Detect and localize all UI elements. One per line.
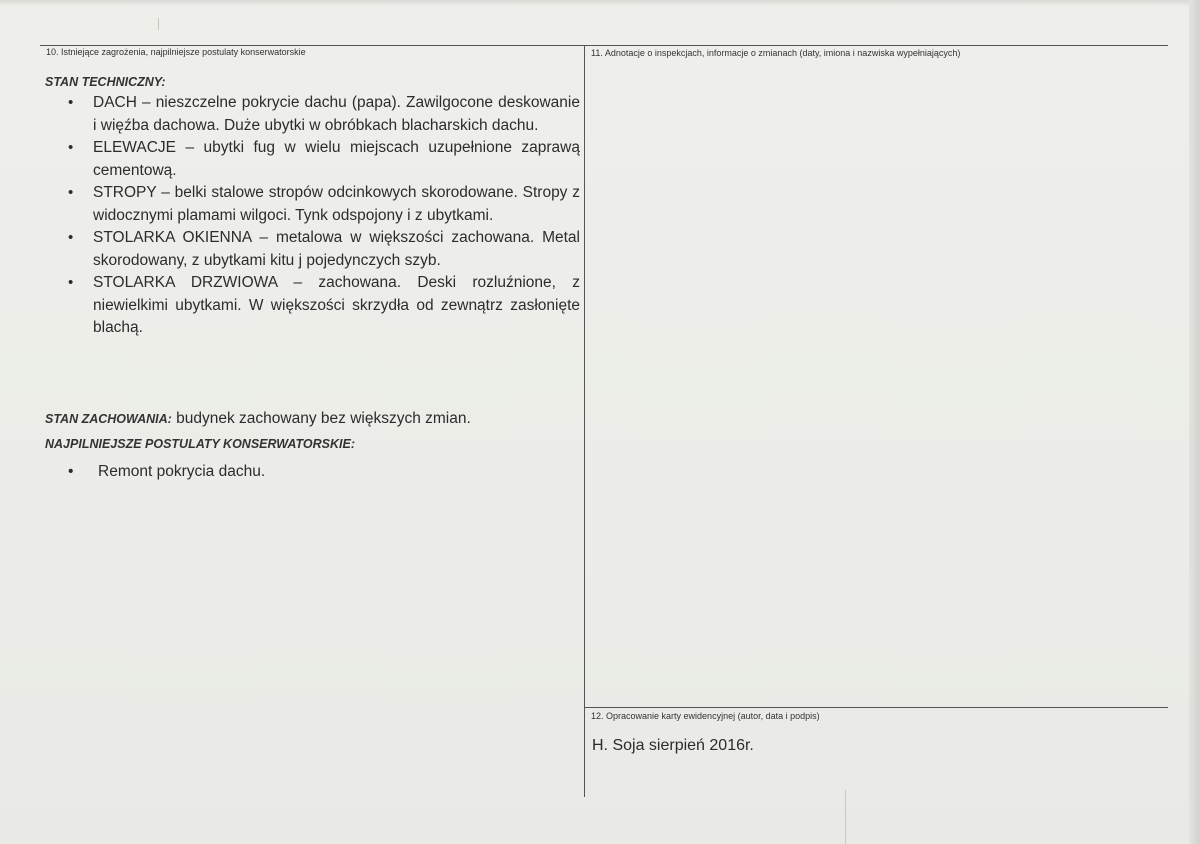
postulates-heading: NAJPILNIEJSZE POSTULATY KONSERWATORSKIE: — [45, 437, 355, 451]
list-item — [68, 272, 580, 340]
bullet-icon: • — [68, 94, 74, 111]
condition-text: budynek zachowany bez większych zmian. — [171, 410, 471, 427]
list-item — [68, 137, 580, 182]
list-item-text: STROPY – belki stalowe stropów odcinkowych skorodowane. Stropy z widocznymi plamami wilgoci. Tynk odspojony i z ubytkami. — [93, 184, 580, 224]
top-rule-left — [40, 45, 584, 46]
section12-rule — [584, 707, 1168, 708]
tech-heading: STAN TECHNICZNY: — [45, 75, 166, 89]
bullet-icon: • — [68, 184, 74, 201]
tech-list — [68, 92, 580, 340]
list-item — [68, 227, 580, 272]
section10-label: 10. Istniejące zagrożenia, najpilniejsze postulaty konserwatorskie — [46, 47, 306, 57]
postulate-item — [68, 463, 265, 481]
list-item — [68, 182, 580, 227]
card-right-edge — [1189, 0, 1199, 844]
postulate-item-text: Remont pokrycia dachu. — [98, 463, 266, 480]
bullet-icon: • — [68, 229, 74, 246]
section11-label: 11. Adnotacje o inspekcjach, informacje o zmianach (daty, imiona i nazwiska wypełniających) — [591, 48, 961, 58]
fold-mark-top — [158, 18, 159, 30]
fold-mark-bottom — [845, 790, 846, 844]
top-rule-right — [584, 45, 1168, 46]
list-item-text: STOLARKA DRZWIOWA – zachowana. Deski rozluźnione, z niewielkimi ubytkami. W większości skrzydła od zewnątrz zasłonięte blachą. — [93, 274, 580, 336]
column-divider — [584, 45, 585, 797]
bullet-icon: • — [68, 139, 74, 156]
condition-heading: STAN ZACHOWANIA: — [45, 412, 172, 426]
list-item-text: STOLARKA OKIENNA – metalowa w większości zachowana. Metal skorodowany, z ubytkami kitu j pojedynczych szyb. — [93, 229, 580, 269]
list-item-text: ELEWACJE – ubytki fug w wielu miejscach uzupełnione zaprawą cementową. — [93, 139, 580, 179]
card-top-edge — [0, 0, 1199, 6]
bullet-icon: • — [68, 274, 74, 291]
condition-line — [45, 410, 471, 428]
list-item — [68, 92, 580, 137]
section12-label: 12. Opracowanie karty ewidencyjnej (autor, data i podpis) — [591, 711, 820, 721]
list-item-text: DACH – nieszczelne pokrycie dachu (papa). Zawilgocone deskowanie i więźba dachowa. Duże ubytki w obróbkach blacharskich dachu. — [93, 94, 580, 134]
author-date: H. Soja sierpień 2016r. — [592, 737, 754, 754]
bullet-icon: • — [68, 463, 74, 480]
